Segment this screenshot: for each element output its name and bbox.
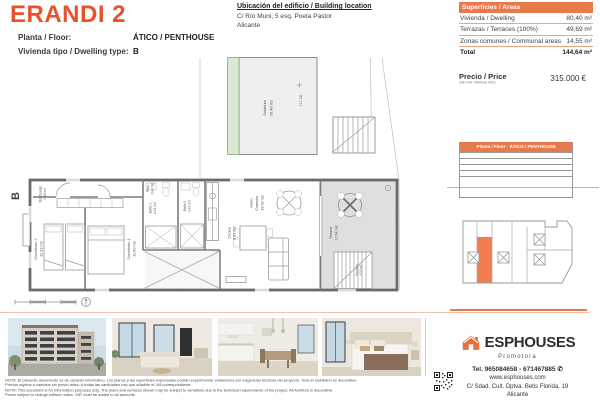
building-location-heading: Ubicación del edificio / Building location (237, 3, 372, 10)
disclaimer-line: Prices subject to change without notice. VAT must be added to all amounts. (5, 393, 136, 398)
room-area-solarium: 26.48 m2 (268, 99, 274, 117)
areas-heading: Superficies / Areas (459, 2, 593, 13)
level-mark: +17.40 (299, 95, 303, 107)
price-label: Precio / Price (459, 72, 507, 81)
orange-separator (450, 309, 587, 311)
upper-stairs (333, 117, 375, 153)
floor-label: Planta / Floor: (18, 33, 72, 42)
room-label-dormitorio1: Dormitorio 1 (126, 238, 131, 260)
areas-row-terraces: Terrazas / Terraces (100%) 49,69 m² (459, 24, 593, 35)
room-label-paso: Paso (146, 184, 150, 193)
room-area-cocina: 8.41 m2 (232, 226, 237, 240)
dwelling-type-value: B (133, 47, 139, 56)
room-label-solarium: Solarium (262, 100, 267, 116)
bedroom2-beds (44, 224, 85, 270)
qr-code (433, 371, 454, 392)
room-area-escalera: 4.12 m2 (358, 264, 363, 276)
contact-website: www.esphouses.com (489, 375, 546, 381)
room-label-cocina: Cocina (227, 227, 232, 239)
elevation-header: Planta / Floor - ÁTICO / PENTHOUSE (460, 142, 572, 152)
photo-living-room (112, 318, 212, 376)
contact-phone: Tel. 965084658 - 671467885 ✆ (472, 366, 563, 373)
room-area-salon: 19.92 m2 (260, 195, 265, 211)
room-label-salon2: Comedor (255, 195, 259, 211)
areas-row-dwelling: Vivienda / Dwelling 80,40 m² (459, 13, 593, 24)
room-label-bano1: Baño 1 (148, 202, 153, 214)
ground-line (447, 187, 599, 188)
room-area-bano2: 3.41 m2 (187, 200, 192, 212)
areas-row-total: Total 144,64 m² (460, 49, 592, 57)
photo-building-exterior (8, 318, 106, 376)
bedroom1-bed (88, 226, 124, 274)
brand-tagline: Promotora (498, 354, 537, 360)
building-address: C/ Río Muni, 5 esq. Poeta Pastor (237, 13, 333, 20)
floor-plan (0, 56, 450, 314)
room-label-distribuidor: Distribuidor (38, 185, 43, 203)
room-label-terraza: Terraza (329, 226, 333, 240)
contact-address: C/ Sdad. Cult. Dptva. Betis Florida, 19 (466, 384, 569, 390)
areas-table (459, 2, 593, 58)
scale-bar (15, 300, 76, 305)
brand-name: ESPHOUSES (484, 334, 576, 351)
room-label-salon: Salón (249, 198, 254, 208)
promoter-logo (437, 333, 598, 352)
areas-row-communal: Zonas comunes / Communal areas 14,55 m² (459, 36, 593, 47)
room-label-dormitorio2: Dormitorio 2 (33, 238, 38, 260)
patio-void (145, 252, 220, 289)
room-area-paso: 3.44 m2 (150, 182, 155, 195)
solarium-area (228, 58, 318, 155)
building-elevation-diagram (459, 142, 573, 198)
disclaimer (5, 379, 422, 398)
room-label-bano2: Baño 2 (183, 200, 187, 212)
disclaimer-line: NOTA: El presente documento es de carácter informativo. Los planos y las superficies expresadas podrán experimentar variaciones por exigencias técnicas del proyecto. Todo el mobiliario es decorativo. (5, 379, 358, 383)
price-value: 315.000 € (550, 74, 586, 83)
house-logo-icon (460, 333, 482, 352)
page-title: ERANDI 2 (10, 1, 127, 28)
contact-city: Alicante (506, 392, 529, 398)
kitchen-counter (207, 183, 219, 241)
building-city: Alicante (237, 22, 261, 29)
whatsapp-icon: ✆ (557, 366, 563, 373)
disclaimer-line: Precios sujetos a cambios sin previo aviso. A todas las cantidades hay que añadirle el IVA correspondiente. (5, 383, 192, 388)
room-label-escalera: Escalera (354, 264, 359, 276)
floor-value: ÁTICO / PENTHOUSE (133, 33, 215, 42)
room-area-terraza: 17.64 m2 (334, 225, 339, 241)
photo-kitchen-dining (218, 318, 318, 376)
room-area-dormitorio1: 11.69 m2 (131, 241, 137, 257)
footer-separator (0, 312, 590, 313)
north-indicator (82, 298, 91, 307)
photo-logo-divider (425, 318, 426, 376)
disclaimer-line: NOTA: This document is for information purposes only. The plans and surfaces shown may be subject to variations due to the technical requirements of the project. All furniture is decorative. (5, 388, 334, 393)
unit-letter: B (10, 192, 22, 200)
wardrobe (57, 199, 123, 208)
room-area-dormitorio2: 11.32 m2 (38, 241, 44, 257)
room-area-bano1: 4.41 m2 (153, 202, 157, 214)
room-area-distribuidor: 1.89 m2 (43, 188, 47, 200)
price-sublabel: (Sin IVA / Without VAT) (459, 81, 496, 85)
site-plan (450, 216, 598, 291)
dwelling-type-label: Vivienda tipo / Dwelling type: (18, 47, 129, 56)
photo-bedroom (322, 318, 421, 376)
terrace-stairs (334, 252, 372, 289)
